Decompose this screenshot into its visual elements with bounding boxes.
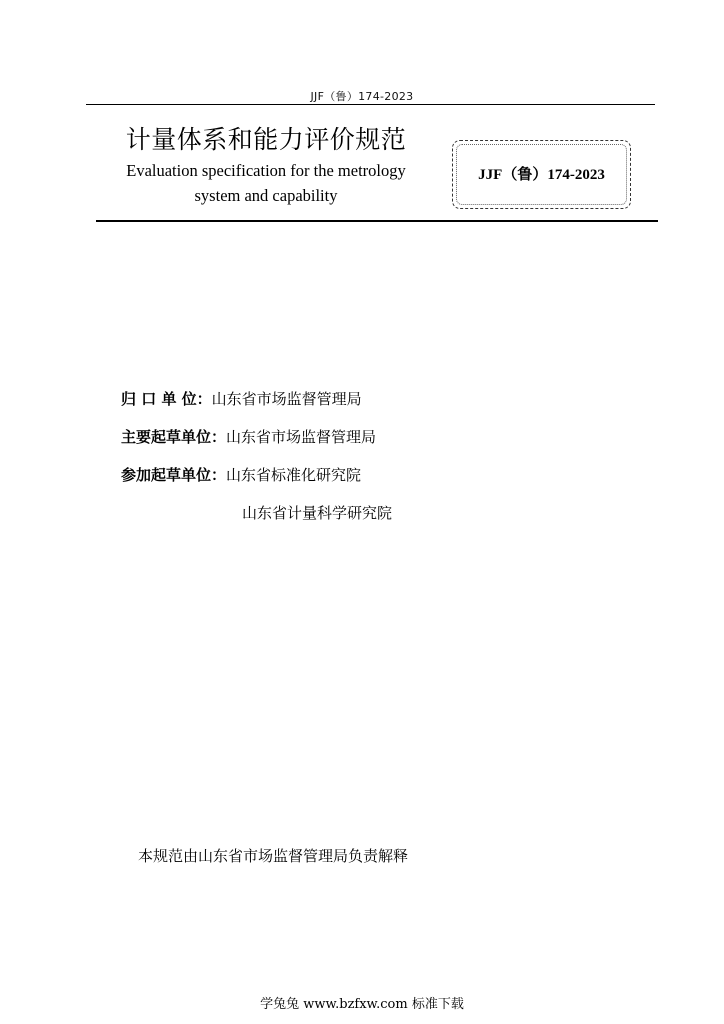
participating-drafter-value-1: 山东省标准化研究院	[226, 466, 362, 484]
footer-watermark-text: 学兔兔 www.bzfxw.com 标准下载	[260, 997, 464, 1012]
standard-code-box-text: JJF（鲁）174-2023	[478, 167, 605, 183]
document-title-en-line1: Evaluation specification for the metrology	[126, 161, 406, 180]
header-rule	[86, 104, 655, 105]
standard-code-box	[452, 140, 631, 209]
title-rule	[96, 220, 658, 222]
document-title-en	[96, 158, 436, 208]
main-drafter-value: 山东省市场监督管理局	[226, 428, 377, 446]
main-drafter-label: 主要起草单位：	[121, 428, 227, 446]
responsible-unit-label: 归 口 单 位：	[121, 390, 212, 408]
document-title-en-line2: system and capability	[194, 186, 338, 205]
header-standard-code: JJF（鲁）174-2023	[310, 90, 414, 103]
responsible-unit-row	[121, 388, 362, 409]
interpretation-statement: 本规范由山东省市场监督管理局负责解释	[138, 847, 409, 865]
responsible-unit-value: 山东省市场监督管理局	[211, 390, 362, 408]
participating-drafter-row	[121, 464, 361, 485]
document-title-cn: 计量体系和能力评价规范	[125, 125, 407, 154]
participating-drafter-label: 参加起草单位：	[121, 466, 227, 484]
participating-drafter-row-2	[242, 502, 392, 523]
main-drafter-row	[121, 426, 376, 447]
participating-drafter-value-2: 山东省计量科学研究院	[242, 504, 393, 522]
